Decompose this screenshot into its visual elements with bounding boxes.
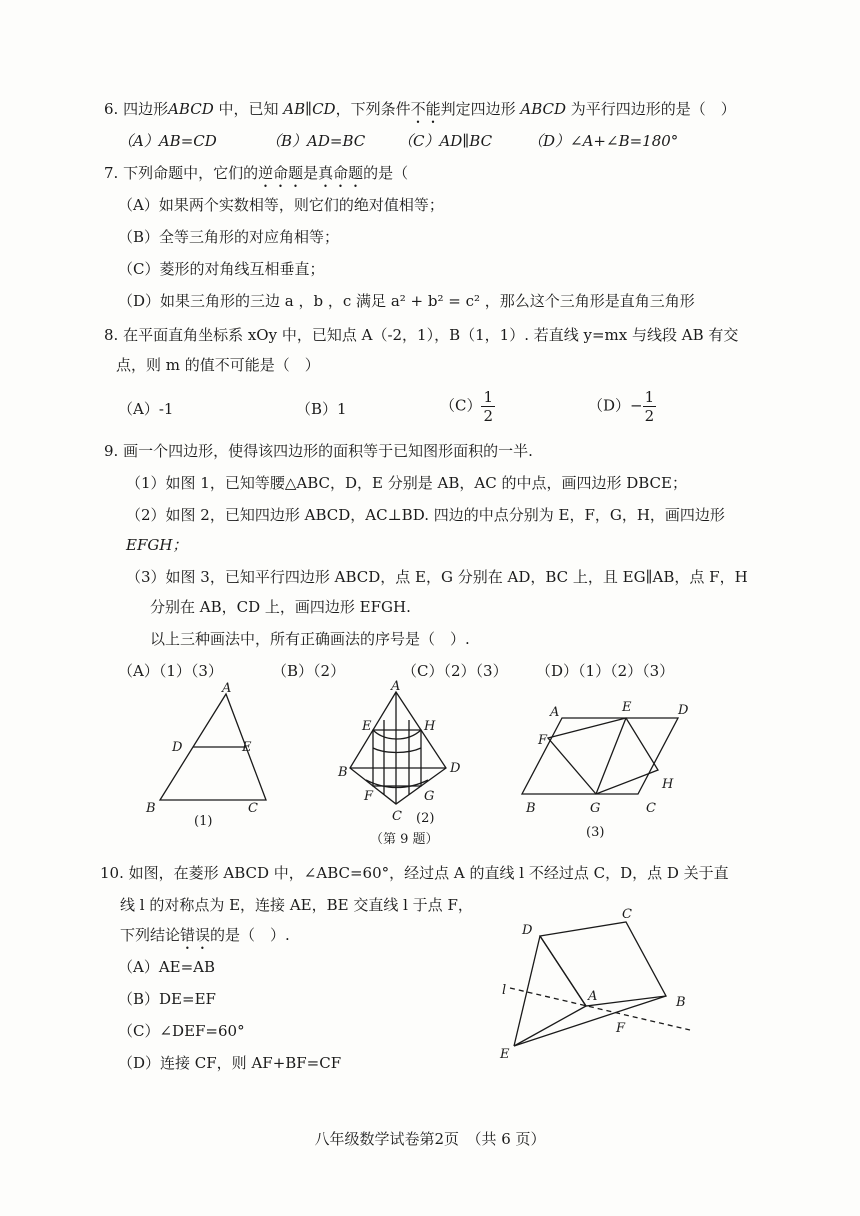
f3-label-f: F [538,733,548,748]
q6-option-b: （B）AD=BC [266,132,366,150]
q10-stem-line1: 10. 如图，在菱形 ABCD 中，∠ABC=60°，经过点 A 的直线 l 不经过点 C，D，点 D 关于直 [100,864,729,882]
q10-figure [490,902,710,1062]
f2-label-c: C [392,809,402,824]
segment-eg [596,718,626,794]
q6-option-d: （D）∠A+∠B=180° [528,132,679,150]
q7-option-d: （D）如果三角形的三边 a ，b ，c 满足 a² + b² = c² ，那么这个三角形是直角三角形 [118,292,695,310]
f2-label-h: H [424,719,436,734]
f2-label-f: F [364,789,374,804]
f3-label-g: G [590,801,601,816]
q9-part3-line1: （3）如图 3，已知平行四边形 ABCD，点 E，G 分别在 AD，BC 上，且 EG∥AB，点 F，H [126,568,748,586]
f2-label-a: A [391,680,401,694]
q6-stem: 6. 四边形ABCD 中，已知 AB∥CD，下列条件不能判定四边形 ABCD 为平行四边形的是（ ） [104,100,736,118]
f1-label-a: A [222,681,232,696]
q10-label-d: D [522,923,533,938]
q10-stem-line3: 下列结论错误的是（ ）. [120,926,290,944]
f3-label-e: E [622,700,632,715]
q9-part1: （1）如图 1，已知等腰△ABC，D，E 分别是 AB，AC 的中点，画四边形 DBCE； [126,474,687,492]
q10-option-b: （B）DE=EF [118,990,216,1008]
fig9-title: （第 9 题） [370,832,439,847]
f3-label-c: C [646,801,656,816]
q9-figure-2 [337,680,461,847]
q10-stem-line2: 线 l 的对称点为 E，连接 AE，BE 交直线 l 于点 F， [120,896,473,914]
q10-label-b: B [676,995,686,1010]
f1-label-c: C [248,801,258,816]
f1-label-e: E [242,740,252,755]
grid-curves [366,730,428,788]
q6-option-a: （A）AB=CD [118,132,217,150]
q10-label-a: A [588,989,598,1004]
f2-label-e: E [362,719,372,734]
q10-label-l: l [502,983,507,998]
f2-label-b: B [338,765,348,780]
q10-label-e: E [500,1047,510,1062]
q8-stem-line2: 点，则 m 的值不可能是（ ） [116,356,320,374]
f3-label-b: B [526,801,536,816]
f2-label-g: G [424,789,435,804]
q9-part2-line2: EFGH； [126,536,188,554]
quad-efgh3 [548,718,658,794]
q10-option-a: （A）AE=AB [118,958,216,976]
q6-option-c: （C）AD∥BC [398,132,493,150]
q9-option-b: （B）（2） [272,662,346,680]
q10-option-d: （D）连接 CF，则 AF+BF=CF [118,1054,342,1072]
q9-option-c: （C）（2）（3） [402,662,508,680]
f3-label-d: D [678,703,689,718]
q9-part2-line1: （2）如图 2，已知四边形 ABCD，AC⊥BD. 四边的中点分别为 E，F，G，H，画四边形 [126,506,725,524]
q9-part3-line2: 分别在 AB，CD 上，画四边形 EFGH. [150,598,411,616]
q10-label-f: F [616,1021,626,1036]
q8-option-b: （B）1 [296,400,347,418]
segment-da [540,936,586,1006]
page-footer: 八年级数学试卷第2页 （共 6 页） [314,1130,546,1148]
f1-caption: (1) [194,814,213,829]
q7-stem: 7. 下列命题中，它们的逆命题是真命题的是（ [104,164,409,182]
q10-option-c: （C）∠DEF=60° [118,1022,245,1040]
q7-option-b: （B）全等三角形的对应角相等； [118,228,340,246]
line-l [510,988,690,1030]
f3-label-h: H [662,777,674,792]
q9-figures [130,680,770,855]
q7-option-a: （A）如果两个实数相等，则它们的绝对值相等； [118,196,444,214]
q7-option-c: （C）菱形的对角线互相垂直； [118,260,325,278]
q8-stem-line1: 8. 在平面直角坐标系 xOy 中，已知点 A（-2，1），B（1，1）. 若直线 y=mx 与线段 AB 有交 [104,326,739,344]
f3-label-a: A [550,705,560,720]
q9-option-a: （A）（1）（3） [118,662,223,680]
q10-label-c: C [622,907,632,922]
q8-option-c: （C） $\frac{1}{2}$ [440,388,494,425]
q9-ask: 以上三种画法中，所有正确画法的序号是（ ）. [150,630,470,648]
segment-de [514,936,540,1046]
f2-caption: (2) [416,811,435,826]
q9-figure-1 [145,681,266,829]
q8-option-d: （D）− $\frac{1}{2}$ [588,388,655,425]
q9-stem: 9. 画一个四边形，使得该四边形的面积等于已知图形面积的一半. [104,442,533,460]
f3-caption: (3) [586,825,605,840]
f2-label-d: D [450,761,461,776]
f1-label-d: D [172,740,183,755]
q9-figure-3 [522,700,689,840]
q9-option-d: （D）（1）（2）（3） [536,662,675,680]
f1-label-b: B [146,801,156,816]
q8-option-a: （A）-1 [118,400,174,418]
